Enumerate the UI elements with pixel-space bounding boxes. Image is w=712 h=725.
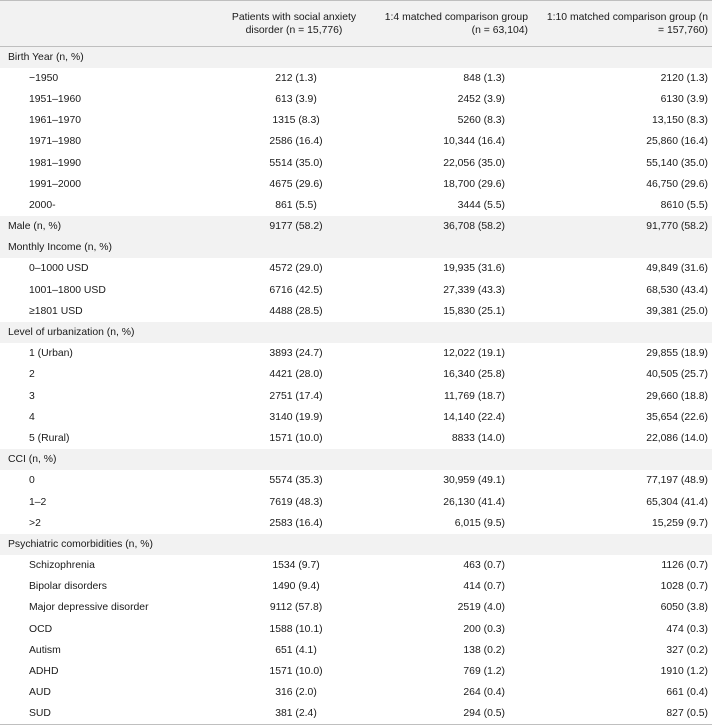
- row-label: 2: [0, 364, 214, 385]
- cell-1-10-comparison: [542, 322, 712, 343]
- row-label: Bipolar disorders: [0, 576, 214, 597]
- row-label: 5 (Rural): [0, 428, 214, 449]
- table-row: [0, 152, 712, 173]
- row-label: ≥1801 USD: [0, 301, 214, 322]
- table-row: [0, 110, 712, 131]
- row-label: 1951–1960: [0, 89, 214, 110]
- table-body: [0, 47, 712, 725]
- cell-1-10-comparison: 661 (0.4): [542, 682, 712, 703]
- cell-1-10-comparison: 65,304 (41.4): [542, 491, 712, 512]
- cell-social-anxiety: 7619 (48.3): [214, 491, 378, 512]
- cell-social-anxiety: 1490 (9.4): [214, 576, 378, 597]
- cell-1-4-comparison: 2452 (3.9): [378, 89, 542, 110]
- cell-1-4-comparison: 30,959 (49.1): [378, 470, 542, 491]
- table-row: [0, 280, 712, 301]
- cell-social-anxiety: 613 (3.9): [214, 89, 378, 110]
- group-row: [0, 534, 712, 555]
- group-row: [0, 237, 712, 258]
- row-label: Monthly Income (n, %): [0, 237, 214, 258]
- cell-social-anxiety: [214, 449, 378, 470]
- cell-1-10-comparison: 22,086 (14.0): [542, 428, 712, 449]
- cell-1-10-comparison: [542, 47, 712, 68]
- cell-1-4-comparison: 26,130 (41.4): [378, 491, 542, 512]
- group-row: [0, 216, 712, 237]
- cell-1-4-comparison: 463 (0.7): [378, 555, 542, 576]
- table-header-row: [0, 1, 712, 47]
- cell-1-10-comparison: 77,197 (48.9): [542, 470, 712, 491]
- table-row: [0, 597, 712, 618]
- cell-1-4-comparison: 15,830 (25.1): [378, 301, 542, 322]
- cell-1-4-comparison: 200 (0.3): [378, 619, 542, 640]
- row-label: 1991–2000: [0, 174, 214, 195]
- row-label: 3: [0, 386, 214, 407]
- cell-1-10-comparison: 13,150 (8.3): [542, 110, 712, 131]
- table-row: [0, 491, 712, 512]
- cell-1-10-comparison: 25,860 (16.4): [542, 131, 712, 152]
- row-label: Schizophrenia: [0, 555, 214, 576]
- row-label: ADHD: [0, 661, 214, 682]
- cell-social-anxiety: 9112 (57.8): [214, 597, 378, 618]
- cell-social-anxiety: 651 (4.1): [214, 640, 378, 661]
- cell-1-4-comparison: 11,769 (18.7): [378, 386, 542, 407]
- cell-1-4-comparison: [378, 449, 542, 470]
- cell-1-4-comparison: 36,708 (58.2): [378, 216, 542, 237]
- cell-social-anxiety: 4421 (28.0): [214, 364, 378, 385]
- cell-social-anxiety: 861 (5.5): [214, 195, 378, 216]
- cell-social-anxiety: 6716 (42.5): [214, 280, 378, 301]
- row-label: Male (n, %): [0, 216, 214, 237]
- table-row: [0, 258, 712, 279]
- cell-1-4-comparison: 414 (0.7): [378, 576, 542, 597]
- cell-1-10-comparison: 68,530 (43.4): [542, 280, 712, 301]
- cell-1-10-comparison: 55,140 (35.0): [542, 152, 712, 173]
- table-row: [0, 576, 712, 597]
- cell-social-anxiety: 316 (2.0): [214, 682, 378, 703]
- cell-1-4-comparison: 16,340 (25.8): [378, 364, 542, 385]
- table-row: [0, 407, 712, 428]
- group-row: [0, 47, 712, 68]
- table-row: [0, 364, 712, 385]
- cell-1-4-comparison: 848 (1.3): [378, 68, 542, 89]
- table-row: [0, 555, 712, 576]
- cell-social-anxiety: 4488 (28.5): [214, 301, 378, 322]
- header-blank: [0, 1, 214, 47]
- header-social-anxiety: Patients with social anxiety disorder (n = 15,776): [214, 1, 378, 47]
- row-label: Level of urbanization (n, %): [0, 322, 214, 343]
- cell-social-anxiety: 4572 (29.0): [214, 258, 378, 279]
- cell-social-anxiety: 212 (1.3): [214, 68, 378, 89]
- cell-social-anxiety: 1571 (10.0): [214, 661, 378, 682]
- row-label: AUD: [0, 682, 214, 703]
- row-label: 0: [0, 470, 214, 491]
- cell-1-4-comparison: [378, 47, 542, 68]
- cell-social-anxiety: 5514 (35.0): [214, 152, 378, 173]
- cell-1-10-comparison: [542, 237, 712, 258]
- cell-1-4-comparison: 2519 (4.0): [378, 597, 542, 618]
- cell-social-anxiety: 1315 (8.3): [214, 110, 378, 131]
- row-label: Autism: [0, 640, 214, 661]
- table-row: [0, 661, 712, 682]
- cell-1-10-comparison: 827 (0.5): [542, 703, 712, 724]
- row-label: 1–2: [0, 491, 214, 512]
- cell-1-10-comparison: 40,505 (25.7): [542, 364, 712, 385]
- table-row: [0, 301, 712, 322]
- cell-1-4-comparison: 27,339 (43.3): [378, 280, 542, 301]
- cell-social-anxiety: 3893 (24.7): [214, 343, 378, 364]
- cell-1-4-comparison: 22,056 (35.0): [378, 152, 542, 173]
- cell-1-10-comparison: 39,381 (25.0): [542, 301, 712, 322]
- cell-social-anxiety: 2586 (16.4): [214, 131, 378, 152]
- table-row: [0, 174, 712, 195]
- cell-1-4-comparison: 19,935 (31.6): [378, 258, 542, 279]
- row-label: CCI (n, %): [0, 449, 214, 470]
- cell-1-4-comparison: 769 (1.2): [378, 661, 542, 682]
- table-row: [0, 68, 712, 89]
- cell-social-anxiety: [214, 47, 378, 68]
- row-label: Birth Year (n, %): [0, 47, 214, 68]
- table-row: [0, 195, 712, 216]
- table-row: [0, 470, 712, 491]
- cell-1-10-comparison: [542, 449, 712, 470]
- cell-social-anxiety: 3140 (19.9): [214, 407, 378, 428]
- cell-social-anxiety: 2751 (17.4): [214, 386, 378, 407]
- cell-social-anxiety: 4675 (29.6): [214, 174, 378, 195]
- cell-1-4-comparison: 5260 (8.3): [378, 110, 542, 131]
- row-label: 4: [0, 407, 214, 428]
- cell-1-10-comparison: 6050 (3.8): [542, 597, 712, 618]
- cell-1-10-comparison: 1126 (0.7): [542, 555, 712, 576]
- table-row: [0, 640, 712, 661]
- cell-1-10-comparison: 35,654 (22.6): [542, 407, 712, 428]
- cell-1-4-comparison: 10,344 (16.4): [378, 131, 542, 152]
- row-label: 1001–1800 USD: [0, 280, 214, 301]
- cell-1-10-comparison: 2120 (1.3): [542, 68, 712, 89]
- cell-social-anxiety: 9177 (58.2): [214, 216, 378, 237]
- group-row: [0, 449, 712, 470]
- row-label: 2000-: [0, 195, 214, 216]
- row-label: 0–1000 USD: [0, 258, 214, 279]
- row-label: 1 (Urban): [0, 343, 214, 364]
- table-row: [0, 619, 712, 640]
- cell-1-4-comparison: [378, 534, 542, 555]
- cell-1-4-comparison: [378, 322, 542, 343]
- row-label: >2: [0, 513, 214, 534]
- cell-social-anxiety: [214, 322, 378, 343]
- row-label: −1950: [0, 68, 214, 89]
- cell-1-10-comparison: 1910 (1.2): [542, 661, 712, 682]
- header-1-4-comparison: 1:4 matched comparison group (n = 63,104): [378, 1, 542, 47]
- cell-1-4-comparison: 18,700 (29.6): [378, 174, 542, 195]
- row-label: OCD: [0, 619, 214, 640]
- cell-1-10-comparison: 1028 (0.7): [542, 576, 712, 597]
- table-row: [0, 428, 712, 449]
- cell-1-10-comparison: 29,855 (18.9): [542, 343, 712, 364]
- cell-1-10-comparison: 474 (0.3): [542, 619, 712, 640]
- cell-1-10-comparison: 15,259 (9.7): [542, 513, 712, 534]
- cell-social-anxiety: [214, 237, 378, 258]
- table-row: [0, 343, 712, 364]
- cell-1-10-comparison: 49,849 (31.6): [542, 258, 712, 279]
- row-label: Major depressive disorder: [0, 597, 214, 618]
- cell-1-10-comparison: 6130 (3.9): [542, 89, 712, 110]
- table-row: [0, 682, 712, 703]
- cell-1-4-comparison: [378, 237, 542, 258]
- cell-1-4-comparison: 3444 (5.5): [378, 195, 542, 216]
- row-label: Psychiatric comorbidities (n, %): [0, 534, 214, 555]
- cell-social-anxiety: 1588 (10.1): [214, 619, 378, 640]
- row-label: 1971–1980: [0, 131, 214, 152]
- cell-1-10-comparison: [542, 534, 712, 555]
- row-label: 1981–1990: [0, 152, 214, 173]
- header-1-10-comparison: 1:10 matched comparison group (n = 157,760): [542, 1, 712, 47]
- cell-social-anxiety: [214, 534, 378, 555]
- cell-1-4-comparison: 14,140 (22.4): [378, 407, 542, 428]
- cell-social-anxiety: 1534 (9.7): [214, 555, 378, 576]
- cell-1-10-comparison: 91,770 (58.2): [542, 216, 712, 237]
- table-row: [0, 131, 712, 152]
- table-row: [0, 703, 712, 724]
- cell-social-anxiety: 5574 (35.3): [214, 470, 378, 491]
- cell-social-anxiety: 1571 (10.0): [214, 428, 378, 449]
- cell-1-4-comparison: 6,015 (9.5): [378, 513, 542, 534]
- cell-1-4-comparison: 8833 (14.0): [378, 428, 542, 449]
- cell-1-10-comparison: 46,750 (29.6): [542, 174, 712, 195]
- cell-1-4-comparison: 12,022 (19.1): [378, 343, 542, 364]
- cell-1-10-comparison: 327 (0.2): [542, 640, 712, 661]
- cell-1-4-comparison: 264 (0.4): [378, 682, 542, 703]
- cell-1-4-comparison: 138 (0.2): [378, 640, 542, 661]
- group-row: [0, 322, 712, 343]
- table-row: [0, 513, 712, 534]
- table-row: [0, 89, 712, 110]
- cell-social-anxiety: 2583 (16.4): [214, 513, 378, 534]
- row-label: SUD: [0, 703, 214, 724]
- cell-1-10-comparison: 8610 (5.5): [542, 195, 712, 216]
- cell-social-anxiety: 381 (2.4): [214, 703, 378, 724]
- cell-1-10-comparison: 29,660 (18.8): [542, 386, 712, 407]
- cell-1-4-comparison: 294 (0.5): [378, 703, 542, 724]
- row-label: 1961–1970: [0, 110, 214, 131]
- table-row: [0, 386, 712, 407]
